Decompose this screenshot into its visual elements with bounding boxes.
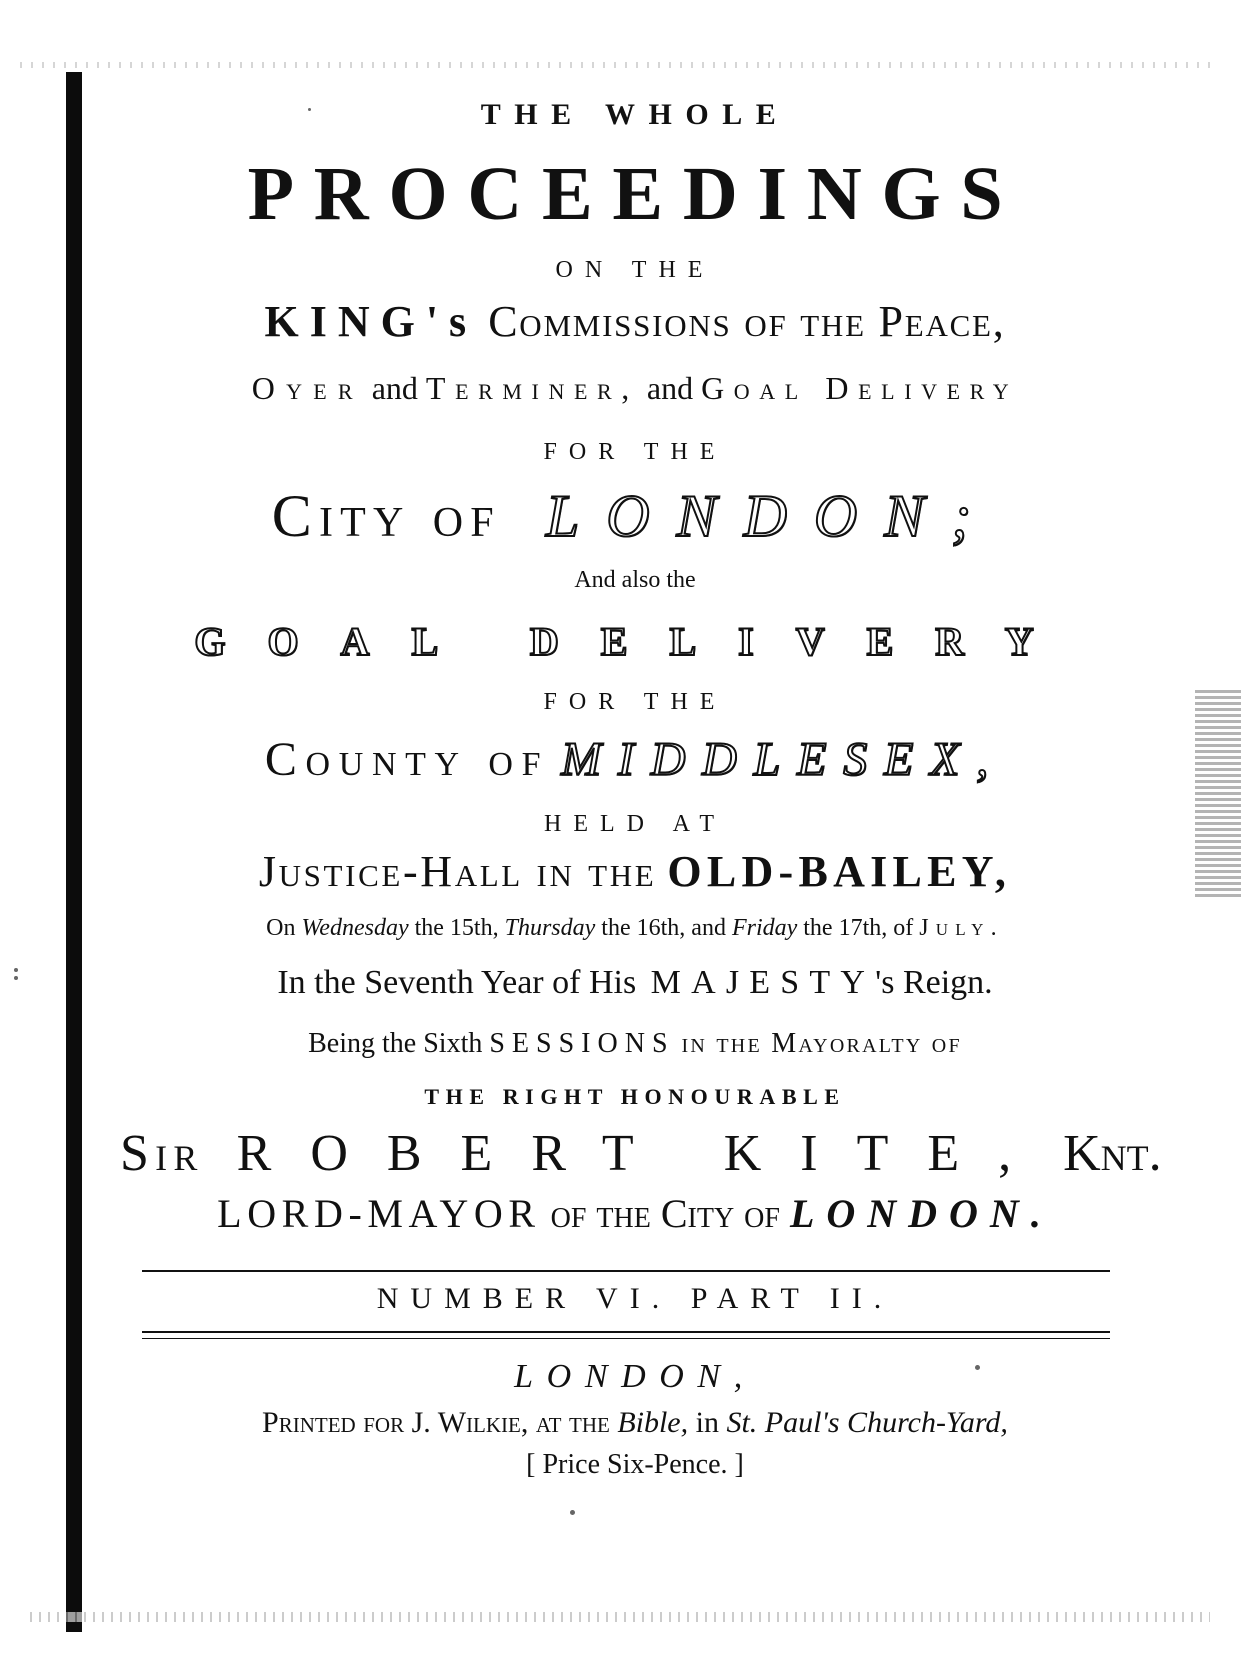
middlesex-title: MIDDLESEX, bbox=[561, 733, 1006, 786]
justice-hall-text: Justice-Hall in the bbox=[258, 847, 657, 896]
and-word-2: and bbox=[646, 370, 694, 406]
line-county-of-middlesex bbox=[120, 733, 1150, 786]
number-part-line: NUMBER VI. PART II. bbox=[376, 1282, 894, 1315]
scan-speck bbox=[570, 1510, 575, 1515]
of-the-city-text: of the City of bbox=[550, 1191, 780, 1236]
terminer-word: Terminer, bbox=[425, 370, 639, 406]
date-17: the 17th, of bbox=[803, 915, 914, 941]
line-for-the-1: FOR THE bbox=[543, 439, 727, 465]
line-goal-delivery: GOAL DELIVERY bbox=[194, 619, 1076, 664]
scan-noise-top bbox=[20, 62, 1210, 68]
line-session-dates bbox=[120, 916, 1150, 940]
line-justice-hall bbox=[120, 847, 1150, 896]
majesty-word: MAJESTY bbox=[650, 964, 876, 1001]
line-seventh-year bbox=[120, 966, 1150, 1000]
scan-noise-bottom bbox=[30, 1612, 1210, 1622]
london-title: LONDON; bbox=[545, 483, 999, 549]
st-pauls-text: St. Paul's Church-Yard, bbox=[726, 1406, 1008, 1439]
commissions-text: Commissions of the Peace, bbox=[488, 297, 1006, 346]
london-word: LONDON. bbox=[789, 1191, 1053, 1236]
goal-delivery-word: Goal Delivery bbox=[701, 370, 1019, 406]
being-sixth-text: Being the Sixth bbox=[308, 1028, 483, 1059]
reign-text: 's Reign. bbox=[875, 964, 993, 1001]
oyer-word: Oyer bbox=[251, 370, 364, 406]
line-proceedings: PROCEEDINGS bbox=[247, 152, 1023, 236]
mayoralty-text: in the Mayoralty of bbox=[681, 1028, 962, 1059]
sir-word: Sir bbox=[120, 1125, 204, 1182]
line-the-whole: THE WHOLE bbox=[480, 98, 790, 131]
lord-mayor-word: LORD-MAYOR bbox=[217, 1191, 541, 1236]
rule-double-1 bbox=[142, 1331, 1110, 1333]
seventh-year-text: In the Seventh Year of His bbox=[277, 964, 637, 1001]
printed-for-text: Printed for J. Wilkie, at the bbox=[262, 1406, 610, 1439]
date-15: the 15th, bbox=[414, 915, 499, 941]
date-16: the 16th, and bbox=[601, 915, 726, 941]
imprint-london: LONDON, bbox=[514, 1358, 756, 1395]
line-sixth-sessions bbox=[120, 1030, 1150, 1058]
scan-speck bbox=[308, 108, 311, 111]
line-and-also-the: And also the bbox=[574, 567, 696, 593]
wednesday-word: Wednesday bbox=[301, 915, 409, 941]
imprint-printed-for bbox=[120, 1408, 1150, 1438]
rule-top bbox=[142, 1270, 1110, 1272]
city-of-text: City of bbox=[271, 483, 501, 549]
line-city-of-london bbox=[120, 483, 1150, 549]
line-sir-robert-kite bbox=[120, 1125, 1162, 1182]
july-word: July. bbox=[919, 915, 1004, 941]
line-for-the-2: FOR THE bbox=[543, 689, 727, 715]
line-kings-commissions bbox=[120, 297, 1150, 346]
line-right-honourable: THE RIGHT HONOURABLE bbox=[424, 1084, 846, 1109]
scan-speck bbox=[14, 968, 18, 972]
sessions-word: SESSIONS bbox=[489, 1028, 675, 1059]
county-of-text: County of bbox=[264, 733, 550, 786]
on-word: On bbox=[266, 915, 296, 941]
thursday-word: Thursday bbox=[504, 915, 596, 941]
binding-edge bbox=[66, 72, 82, 1632]
scan-speck bbox=[14, 976, 18, 980]
rule-double-2 bbox=[142, 1338, 1110, 1339]
line-lord-mayor bbox=[120, 1191, 1150, 1236]
bible-word: Bible, bbox=[617, 1406, 689, 1439]
line-on-the: ON THE bbox=[555, 257, 715, 283]
line-oyer-terminer bbox=[120, 372, 1150, 404]
kings-word: KING's bbox=[264, 297, 478, 346]
scan-noise-strip bbox=[1195, 690, 1241, 900]
and-word: and bbox=[371, 370, 418, 406]
line-held-at: HELD AT bbox=[544, 811, 726, 837]
robert-kite-name: ROBERT KITE, bbox=[236, 1125, 1051, 1182]
knt-word: Knt. bbox=[1063, 1125, 1162, 1182]
scan-speck bbox=[975, 1365, 980, 1370]
friday-word: Friday bbox=[731, 915, 798, 941]
in-word: in bbox=[695, 1406, 719, 1439]
imprint-price: [ Price Six-Pence. ] bbox=[526, 1449, 744, 1480]
old-bailey-title: OLD-BAILEY, bbox=[667, 847, 1012, 896]
